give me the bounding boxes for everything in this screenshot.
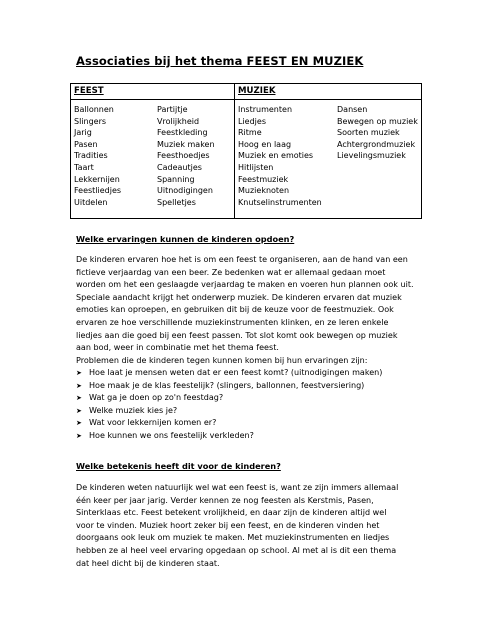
paragraph-line: Problemen die de kinderen tegen kunnen komen bij hun ervaringen zijn:	[76, 355, 368, 365]
list-item: ➤ Hoe maak je de klas feestelijk? (slingers, ballonnen, feestversiering)	[76, 380, 422, 393]
muziek-column-2	[337, 104, 418, 162]
problem-bullet-list	[76, 367, 422, 443]
table-cell: Partijtje	[157, 105, 188, 114]
table-cell: Taart	[74, 162, 94, 172]
table-cell: Lekkernijen	[74, 174, 120, 184]
paragraph-line: De kinderen weten natuurlijk wel wat een feest is, want ze zijn immers allemaal	[76, 483, 399, 492]
table-cell: Hoog en laag	[238, 139, 292, 149]
table-cell: Spanning	[157, 174, 195, 184]
muziek-column-1	[238, 104, 322, 208]
table-cell: Vrolijkheid	[157, 116, 200, 126]
table-cell: Tradities	[74, 151, 108, 161]
table-cell: Muzieknoten	[238, 186, 290, 196]
paragraph-line: De kinderen ervaren hoe het is om een feest te organiseren, aan de hand van een	[76, 255, 408, 264]
table-cell: Cadeautjes	[157, 162, 202, 172]
muziek-header: MUZIEK	[238, 86, 276, 96]
table-cell: Soorten muziek	[337, 128, 400, 138]
paragraph-line: Sinterklaas etc. Feest betekent vrolijkheid, en daar zijn de kinderen altijd wel	[76, 508, 387, 518]
page-title: Associaties bij het thema FEEST EN MUZIEK	[76, 54, 364, 68]
table-cell: Lievelingsmuziek	[337, 151, 406, 161]
table-cell: Achtergrondmuziek	[337, 139, 416, 149]
paragraph-line: voor te vinden. Muziek hoort zeker bij een feest, en de kinderen vinden het	[76, 520, 380, 530]
paragraph-line: emoties kan oproepen, en gebruiken dit bij de keuze voor de feestmuziek. Ook	[76, 305, 394, 315]
feest-column-2	[157, 104, 215, 208]
feest-column-1	[74, 104, 121, 208]
table-cell: Feesthoedjes	[157, 151, 210, 161]
table-cell: Jarig	[74, 128, 92, 138]
arrow-bullet-icon: ➤	[76, 431, 82, 440]
table-cell: Dansen	[337, 105, 368, 114]
table-cell: Hitlijsten	[238, 162, 274, 172]
list-item: ➤ Hoe kunnen we ons feestelijk verkleden?	[76, 430, 422, 443]
table-cell: Muziek maken	[157, 139, 215, 149]
section-paragraph-betekenis	[76, 482, 422, 570]
paragraph-line: aan bod, weer in combinatie met het thema feest.	[76, 343, 279, 353]
table-cell: Feestkleding	[157, 128, 208, 138]
table-cell: Ritme	[238, 128, 262, 138]
paragraph-line: dat heel dicht bij de kinderen staat.	[76, 558, 220, 568]
paragraph-line: worden om het een geslaagde verjaardag te maken en voeren hun plannen ook uit.	[76, 280, 414, 290]
feest-header: FEEST	[74, 86, 104, 96]
section-heading-betekenis: Welke betekenis heeft dit voor de kinderen?	[76, 461, 281, 471]
list-item: ➤ Hoe laat je mensen weten dat er een feest komt? (uitnodigingen maken)	[76, 367, 422, 380]
table-header-divider	[71, 99, 421, 100]
list-item: ➤ Wat ga je doen op zo'n feestdag?	[76, 392, 422, 405]
paragraph-line: ervaren ze hoe verschillende muziekinstrumenten klinken, en ze leren enkele	[76, 317, 389, 327]
list-item: ➤ Wat voor lekkernijen komen er?	[76, 417, 422, 430]
table-cell: Instrumenten	[238, 105, 293, 114]
table-cell: Slingers	[74, 116, 107, 126]
paragraph-line: één keer per jaar jarig. Verder kennen ze nog feesten als Kerstmis, Pasen,	[76, 495, 374, 505]
paragraph-line: doorgaans ook leuk om muziek te maken. Met muziekinstrumenten en liedjes	[76, 533, 390, 543]
associations-table	[70, 83, 422, 219]
table-cell: Knutselinstrumenten	[238, 197, 322, 207]
section-paragraph-ervaringen	[76, 254, 422, 367]
table-cell: Feestliedjes	[74, 186, 122, 196]
paragraph-line: liedjes aan die goed bij een feest passen. Tot slot komt ook bewegen op muziek	[76, 330, 398, 340]
table-cell: Feestmuziek	[238, 174, 289, 184]
section-heading-ervaringen: Welke ervaringen kunnen de kinderen opdoen?	[76, 234, 295, 244]
table-cell: Uitdelen	[74, 197, 108, 207]
table-cell: Pasen	[74, 139, 98, 149]
paragraph-line: hebben ze al heel veel ervaring opgedaan op school. Al met al is dit een thema	[76, 545, 397, 555]
table-column-divider	[234, 84, 235, 218]
arrow-bullet-icon: ➤	[76, 419, 82, 428]
arrow-bullet-icon: ➤	[76, 369, 82, 377]
table-cell: Ballonnen	[74, 105, 114, 114]
paragraph-line: fictieve verjaardag van een beer. Ze bedenken wat er allemaal gedaan moet	[76, 267, 386, 277]
table-cell: Muziek en emoties	[238, 151, 314, 161]
table-cell: Bewegen op muziek	[337, 116, 418, 126]
table-cell: Uitnodigingen	[157, 186, 213, 196]
table-cell: Spelletjes	[157, 197, 196, 207]
arrow-bullet-icon: ➤	[76, 406, 82, 415]
arrow-bullet-icon: ➤	[76, 381, 82, 390]
list-item: ➤ Welke muziek kies je?	[76, 405, 422, 418]
arrow-bullet-icon: ➤	[76, 394, 82, 403]
paragraph-line: Speciale aandacht krijgt het onderwerp muziek. De kinderen ervaren dat muziek	[76, 292, 402, 302]
table-cell: Liedjes	[238, 116, 266, 126]
